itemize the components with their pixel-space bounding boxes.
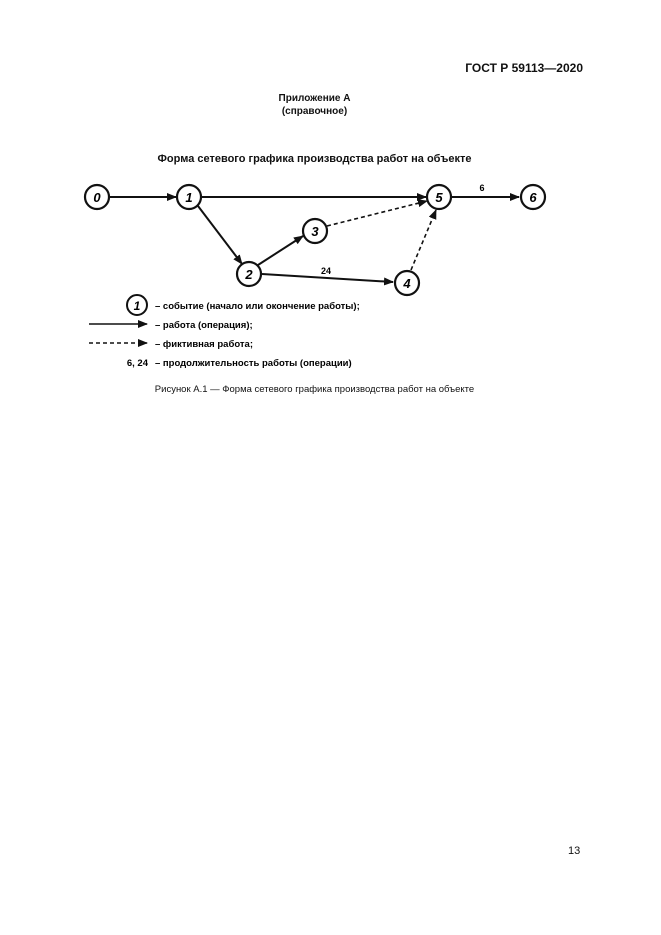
legend-event-symbol [127,295,147,315]
legend [89,295,360,369]
node-3-label: 3 [311,224,319,239]
edge-5-6-duration: 6 [479,183,485,193]
document-code: ГОСТ Р 59113—2020 [465,61,583,75]
legend-event-number: 1 [133,299,141,313]
figure-title: Форма сетевого графика производства работ на объекте [157,153,472,165]
node-4 [395,271,419,295]
node-6-label: 6 [529,190,537,205]
node-5-label: 5 [435,190,443,205]
edge-2-4-duration: 24 [320,266,332,276]
legend-work-text: – работа (операция); [155,320,253,331]
node-0 [85,185,109,209]
edge-4-5-dummy [411,210,436,270]
node-4-label: 4 [403,276,411,291]
legend-event-text: – событие (начало или окончение работы); [155,301,360,312]
node-6 [521,185,545,209]
node-2-label: 2 [245,267,253,282]
legend-duration-text: – продолжительность работы (операции) [155,358,352,369]
appendix-title: Приложение А [278,93,351,104]
node-1-label: 1 [185,190,193,205]
node-5 [427,185,451,209]
page-number: 13 [568,845,581,857]
edge-1-2 [198,206,242,264]
node-3 [303,219,327,243]
appendix-subtitle: (справочное) [281,106,348,117]
edge-2-3 [258,236,303,265]
node-2 [237,262,261,286]
edge-3-5-dummy [327,201,427,226]
figure-caption: Рисунок А.1 — Форма сетевого графика производства работ на объекте [154,384,475,395]
network-diagram [0,0,661,420]
node-0-label: 0 [93,190,101,205]
legend-duration-symbol: 6, 24 [126,358,148,369]
node-1 [177,185,201,209]
legend-dummy-text: – фиктивная работа; [155,339,253,350]
